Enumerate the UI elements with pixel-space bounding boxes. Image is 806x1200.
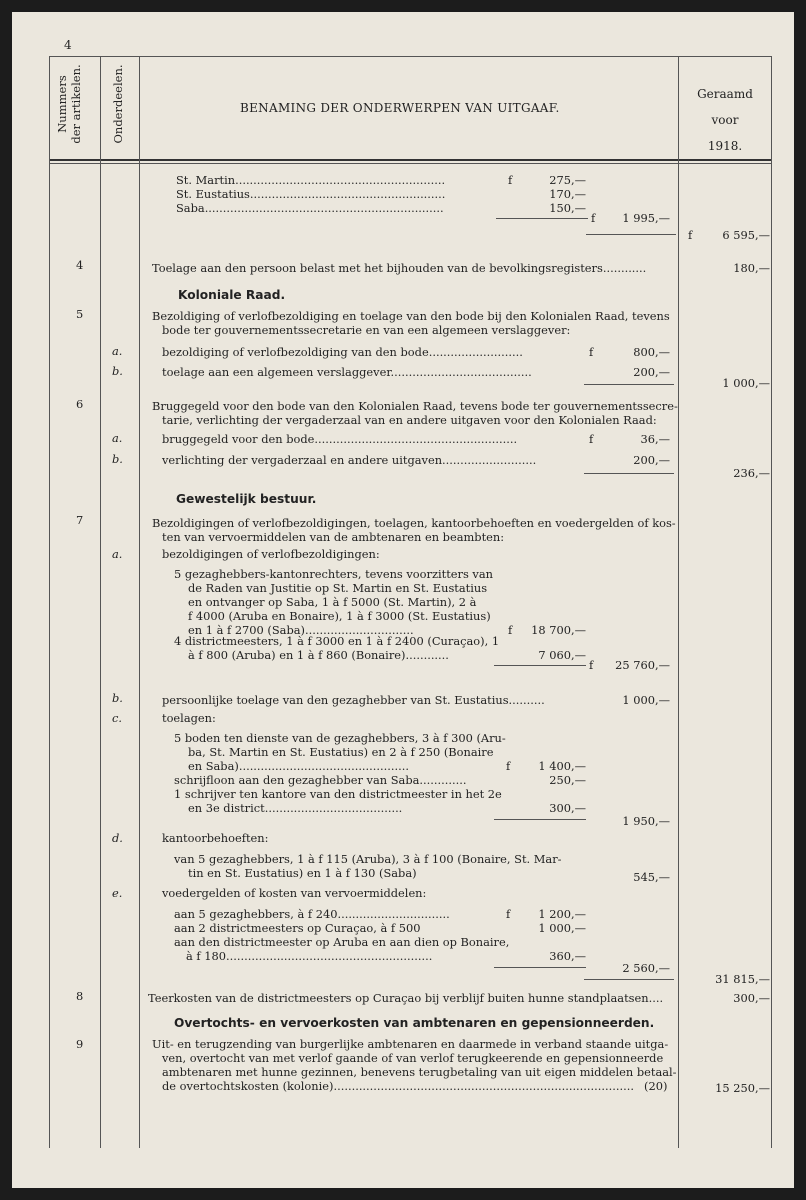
- carry-stmartin: St. Martin..........................................................: [176, 173, 446, 187]
- art7-b-value: 1 000,—: [622, 693, 670, 707]
- art7-e2-value: 1 000,—: [538, 921, 586, 935]
- left-border: [49, 56, 50, 1148]
- art7-a-rule: [494, 665, 586, 666]
- art7-d-letter: d.: [112, 831, 123, 845]
- carry-stmartin-value: 275,—: [549, 173, 586, 187]
- art7-c3-line1: 1 schrijver ten kantore van den districtmeester in het 2e: [174, 787, 502, 801]
- art9-line4: de overtochtskosten (kolonie)...................................................................................: [162, 1079, 634, 1093]
- art7-a-letter: a.: [112, 547, 123, 561]
- art7-e-letter: e.: [112, 886, 123, 900]
- art5-text-line1: Bezoldiging of verlofbezoldiging en toelage van den bode bij den Kolonialen Raad, tevens: [152, 309, 670, 323]
- art5-number: 5: [76, 307, 84, 321]
- art7-number: 7: [76, 513, 84, 527]
- art7-d1-line1: van 5 gezaghebbers, 1 à f 115 (Aruba), 3 à f 100 (Bonaire, St. Mar-: [174, 852, 562, 866]
- heading-gewestelijk-bestuur: Gewestelijk bestuur.: [176, 492, 317, 506]
- art6-a-value: 36,—: [640, 432, 670, 446]
- art7-e-text: voedergelden of kosten van vervoermiddelen:: [162, 886, 427, 900]
- art7-c1-line1: 5 boden ten dienste van de gezaghebbers, 3 à f 300 (Aru-: [174, 731, 506, 745]
- art7-c-text: toelagen:: [162, 711, 216, 725]
- col-header-geraamd-line3: 1918.: [707, 139, 743, 153]
- art7-e3-line2: à f 180.........................................................: [186, 949, 433, 963]
- carry-total-value: 6 595,—: [722, 228, 770, 242]
- art8-total: 300,—: [733, 991, 770, 1005]
- carry-steust: St. Eustatius......................................................: [176, 187, 446, 201]
- art6-number: 6: [76, 397, 84, 411]
- col-header-nummers-line2: der artikelen.: [69, 64, 83, 144]
- heading-koloniale-raad: Koloniale Raad.: [178, 288, 286, 302]
- col-header-geraamd-line1: Geraamd: [697, 87, 753, 101]
- art7-a-text: bezoldigingen of verlofbezoldigingen:: [162, 547, 380, 561]
- art7-c-rule: [494, 819, 586, 820]
- art7-a2-line2: à f 800 (Aruba) en 1 à f 860 (Bonaire)............: [188, 648, 449, 662]
- art7-e2-text: aan 2 districtmeesters op Curaçao, à f 500: [174, 921, 421, 935]
- art9-line3: ambtenaren met hunne gezinnen, benevens terugbetaling van uit eigen middelen betaal-: [162, 1065, 677, 1079]
- art5-text-line2: bode ter gouvernementssecretarie en van een algemeen verslaggever:: [162, 323, 571, 337]
- col-divider-3: [678, 56, 679, 1148]
- art7-c1-line2: ba, St. Martin en St. Eustatius) en 2 à f 250 (Bonaire: [188, 745, 494, 759]
- art7-a2-value: 7 060,—: [538, 648, 586, 662]
- art7-c2-value: 250,—: [549, 773, 586, 787]
- art5-rule: [584, 384, 674, 385]
- art5-a-value: 800,—: [633, 345, 670, 359]
- col-header-geraamd-line2: voor: [711, 113, 739, 127]
- art7-c-letter: c.: [112, 711, 123, 725]
- art7-c1-line3: en Saba)...............................................: [188, 759, 410, 773]
- col-header-nummers: [55, 60, 83, 148]
- col-divider-2: [139, 56, 140, 1148]
- art7-c1-f: f: [506, 759, 511, 773]
- art7-e1-text: aan 5 gezaghebbers, à f 240...............................: [174, 907, 450, 921]
- carry-rule-1: [496, 218, 588, 219]
- art7-e1-value: 1 200,—: [538, 907, 586, 921]
- art7-a1-f: f: [508, 623, 513, 637]
- art7-c2-text: schrijfloon aan den gezaghebber van Saba.............: [174, 773, 467, 787]
- art5-a-letter: a.: [112, 344, 123, 358]
- art6-a-f: f: [589, 432, 594, 446]
- top-rule: [49, 56, 771, 57]
- art6-b-text: verlichting der vergaderzaal en andere uitgaven..........................: [162, 453, 537, 467]
- art7-c3-line2: en 3e district......................................: [188, 801, 403, 815]
- carry-sub-f: f: [591, 211, 596, 225]
- art6-total: 236,—: [733, 466, 770, 480]
- art5-a-f: f: [589, 345, 594, 359]
- art9-line1: Uit- en terugzending van burgerlijke ambtenaren en daarmede in verband staande uitga-: [152, 1037, 669, 1051]
- art7-text-line1: Bezoldigingen of verlofbezoldigingen, toelagen, kantoorbehoeften en voedergelden of kos-: [152, 516, 676, 530]
- art5-b-value: 200,—: [633, 365, 670, 379]
- art7-b-letter: b.: [112, 691, 123, 705]
- art7-e-sub-value: 2 560,—: [622, 961, 670, 975]
- art7-c-sub-value: 1 950,—: [622, 814, 670, 828]
- art7-e-rule: [494, 967, 586, 968]
- page-number: 4: [64, 38, 72, 52]
- art7-e3-value: 360,—: [549, 949, 586, 963]
- header-rule: [49, 159, 771, 161]
- art7-a2-line1: 4 districtmeesters, 1 à f 3000 en 1 à f 2400 (Curaçao), 1: [174, 634, 500, 648]
- art7-a1-line2: de Raden van Justitie op St. Martin en St. Eustatius: [188, 581, 488, 595]
- art7-a1-line3: en ontvanger op Saba, 1 à f 5000 (St. Martin), 2 à: [188, 595, 477, 609]
- art7-e1-f: f: [506, 907, 511, 921]
- art7-d1-line2: tin en St. Eustatius) en 1 à f 130 (Saba): [188, 866, 417, 880]
- art9-line2: ven, overtocht van met verlof gaande of van verlof terugkeerende en gepensionneerde: [162, 1051, 664, 1065]
- art7-c3-value: 300,—: [549, 801, 586, 815]
- art4-text: Toelage aan den persoon belast met het bijhouden van de bevolkingsregisters............: [152, 261, 647, 275]
- right-border: [771, 56, 772, 1148]
- art7-a1-line5: en 1 à f 2700 (Saba)..............................: [188, 623, 414, 637]
- art4-number: 4: [76, 258, 84, 272]
- art9-total: 15 250,—: [715, 1081, 770, 1095]
- col-header-geraamd: [680, 81, 770, 159]
- art7-b-text: persoonlijke toelage van den gezaghebber van St. Eustatius..........: [162, 693, 545, 707]
- art7-rule: [584, 979, 674, 980]
- art6-rule: [584, 473, 674, 474]
- col-header-nummers-line1: Nummers: [55, 75, 69, 133]
- carry-stmartin-f: f: [508, 173, 513, 187]
- carry-steust-value: 170,—: [549, 187, 586, 201]
- art5-b-text: toelage aan een algemeen verslaggever.......................................: [162, 365, 532, 379]
- art5-total: 1 000,—: [722, 376, 770, 390]
- col-header-onderdeelen: Onderdeelen.: [111, 64, 125, 144]
- art5-a-text: bezoldiging of verlofbezoldiging van den bode..........................: [162, 345, 523, 359]
- art7-total: 31 815,—: [715, 972, 770, 986]
- heading-overtochts: Overtochts- en vervoerkosten van ambtenaren en gepensionneerden.: [174, 1016, 655, 1030]
- art4-total: 180,—: [733, 261, 770, 275]
- art7-a1-line4: f 4000 (Aruba en Bonaire), 1 à f 3000 (St. Eustatius): [188, 609, 491, 623]
- art7-d-value: 545,—: [633, 870, 670, 884]
- art6-text-line1: Bruggegeld voor den bode van den Kolonialen Raad, tevens bode ter gouvernementssecre-: [152, 399, 678, 413]
- art6-a-letter: a.: [112, 431, 123, 445]
- art7-d-text: kantoorbehoeften:: [162, 831, 269, 845]
- art7-e3-line1: aan den districtmeester op Aruba en aan dien op Bonaire,: [174, 935, 510, 949]
- carry-total-f: f: [688, 228, 693, 242]
- carry-rule-2: [586, 234, 676, 235]
- art7-c1-value: 1 400,—: [538, 759, 586, 773]
- carry-saba-value: 150,—: [549, 201, 586, 215]
- art5-b-letter: b.: [112, 364, 123, 378]
- art7-text-line2: ten van vervoermiddelen van de ambtenaren en beambten:: [162, 530, 505, 544]
- art6-b-value: 200,—: [633, 453, 670, 467]
- art8-text: Teerkosten van de districtmeesters op Curaçao bij verblijf buiten hunne standplaatsen....: [148, 991, 664, 1005]
- art9-number: 9: [76, 1037, 84, 1051]
- art7-a1-value: 18 700,—: [531, 623, 586, 637]
- carry-saba: Saba..................................................................: [176, 201, 444, 215]
- art7-a-sub-value: 25 760,—: [615, 658, 670, 672]
- art8-number: 8: [76, 989, 84, 1003]
- art6-a-text: bruggegeld voor den bode........................................................: [162, 432, 518, 446]
- art6-b-letter: b.: [112, 452, 123, 466]
- col-header-title: BENAMING DER ONDERWERPEN VAN UITGAAF.: [240, 101, 560, 115]
- carry-sub-value: 1 995,—: [622, 211, 670, 225]
- col-divider-1: [100, 56, 101, 1148]
- art9-note: (20): [644, 1079, 668, 1093]
- header-rule-thin: [49, 163, 771, 164]
- art6-text-line2: tarie, verlichting der vergaderzaal van en andere uitgaven voor den Kolonialen Raad:: [162, 413, 657, 427]
- art7-a-sub-f: f: [589, 658, 594, 672]
- document-page: [12, 12, 794, 1188]
- art7-a1-line1: 5 gezaghebbers-kantonrechters, tevens voorzitters van: [174, 567, 493, 581]
